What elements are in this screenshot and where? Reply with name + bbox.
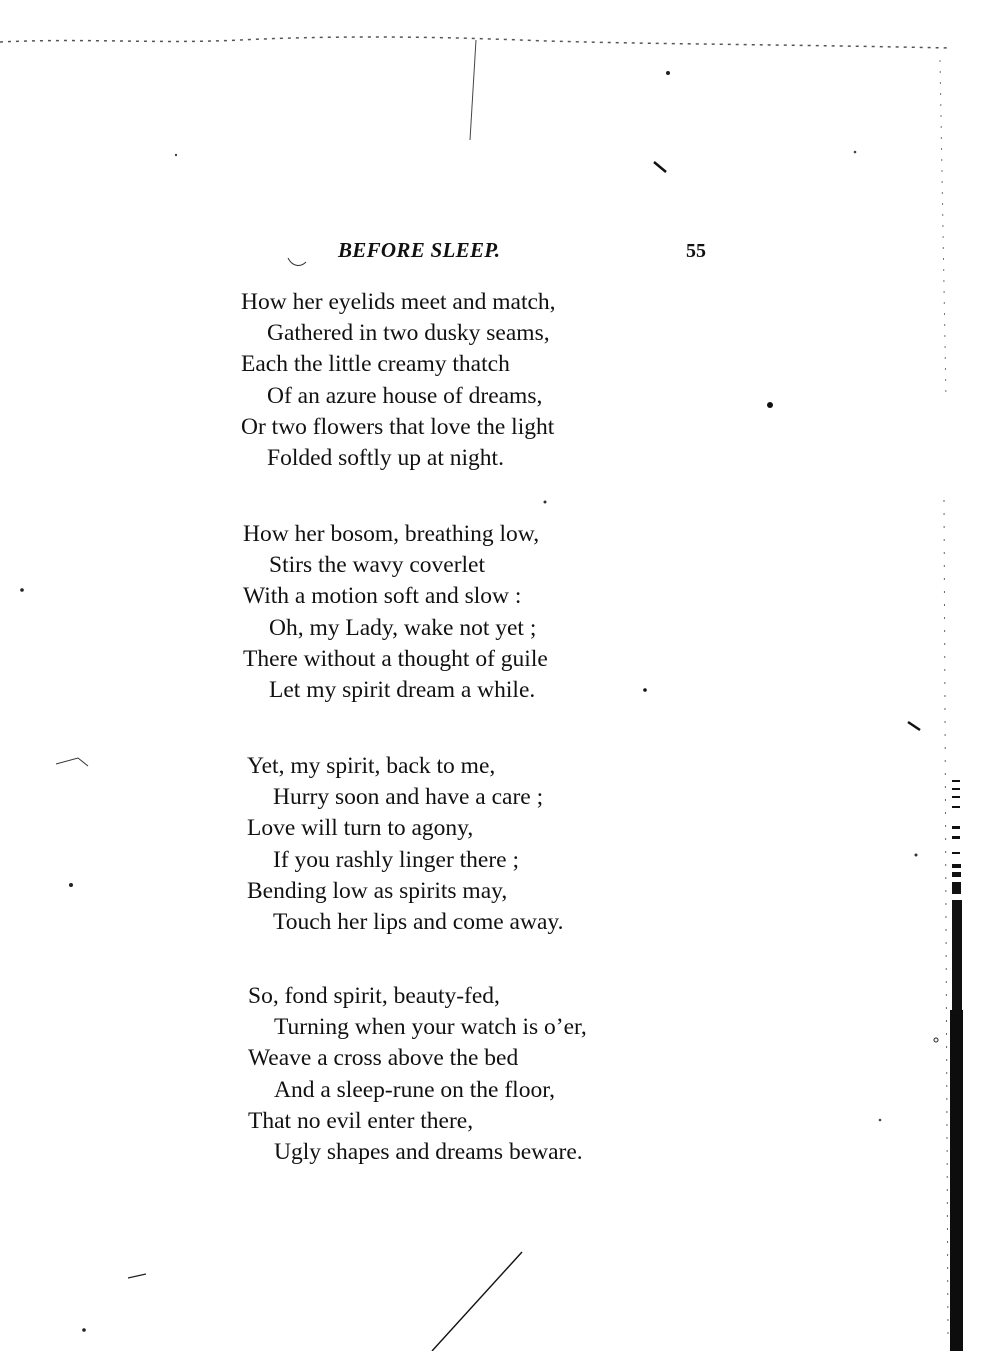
poem-line: Hurry soon and have a care ; bbox=[273, 784, 544, 811]
stanza-4 bbox=[248, 981, 688, 1168]
poem-line: And a sleep-rune on the floor, bbox=[274, 1076, 555, 1103]
poem-line: Weave a cross above the bed bbox=[248, 1045, 519, 1072]
stanza-1 bbox=[241, 287, 681, 474]
poem-line: Bending low as spirits may, bbox=[247, 877, 508, 904]
poem-line: If you rashly linger there ; bbox=[273, 846, 520, 873]
poem-line: Let my spirit dream a while. bbox=[269, 676, 536, 703]
poem-line: Turning when your watch is o’er, bbox=[274, 1014, 587, 1041]
stanza-3 bbox=[247, 751, 687, 938]
poem-line: Oh, my Lady, wake not yet ; bbox=[269, 614, 537, 641]
poem-line: With a motion soft and slow : bbox=[243, 583, 522, 610]
stanza-2 bbox=[243, 519, 683, 706]
running-header bbox=[300, 238, 720, 268]
poem-line: How her bosom, breathing low, bbox=[243, 521, 540, 547]
poem-line: Ugly shapes and dreams beware. bbox=[274, 1138, 583, 1165]
page-number: 55 bbox=[686, 240, 706, 262]
poem-line: Touch her lips and come away. bbox=[273, 908, 564, 935]
poem-line: Folded softly up at night. bbox=[267, 444, 504, 471]
poem-line: How her eyelids meet and match, bbox=[241, 289, 556, 315]
poem-line: Or two flowers that love the light bbox=[241, 413, 555, 440]
poem-line: Stirs the wavy coverlet bbox=[269, 552, 486, 579]
scan-edge-marks-svg bbox=[950, 780, 962, 1010]
poem-line: So, fond spirit, beauty-fed, bbox=[248, 983, 500, 1009]
poem-line: Of an azure house of dreams, bbox=[267, 382, 543, 409]
poem-line: That no evil enter there, bbox=[248, 1107, 474, 1134]
poem-line: Gathered in two dusky seams, bbox=[267, 320, 550, 347]
poem-line: Love will turn to agony, bbox=[247, 815, 474, 842]
poem-line: Yet, my spirit, back to me, bbox=[247, 753, 496, 779]
poem-line: There without a thought of guile bbox=[243, 645, 548, 672]
scan-edge-bar bbox=[950, 1010, 963, 1351]
running-title: BEFORE SLEEP. bbox=[338, 238, 501, 262]
poem-line: Each the little creamy thatch bbox=[241, 351, 510, 378]
scan-edge-marks bbox=[950, 780, 962, 1010]
